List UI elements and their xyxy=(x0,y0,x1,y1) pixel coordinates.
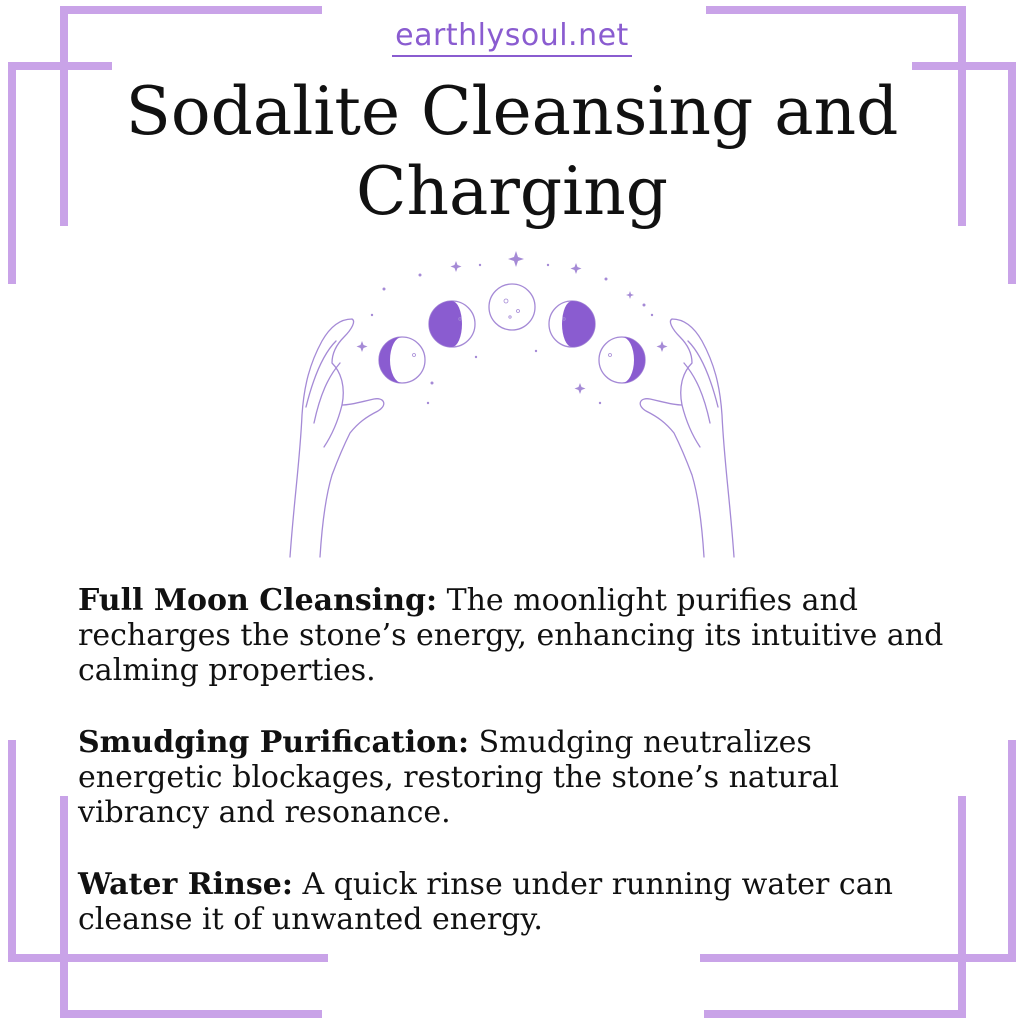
item-text: Smudging neutralizes energetic blockages, restoring the stone’s natural vibrancy and resonance. xyxy=(78,725,840,830)
frame-top-left-horizontal xyxy=(60,6,322,14)
item-term: Water Rinse: xyxy=(78,867,293,902)
page-title: Sodalite Cleansing and Charging xyxy=(125,73,899,230)
item-term: Smudging Purification: xyxy=(78,725,470,760)
list-item-water-rinse xyxy=(78,867,958,937)
list-item-smudging xyxy=(78,725,958,830)
site-logo: earthlysoul.net xyxy=(395,18,629,53)
frame-bottom-right-vertical-outer xyxy=(1008,740,1016,960)
frame-left-vertical xyxy=(8,62,16,284)
frame-right-vertical xyxy=(1008,62,1016,284)
frame-top-right-horizontal xyxy=(706,6,966,14)
list-item-full-moon xyxy=(78,583,958,688)
logo-underline xyxy=(392,55,632,57)
frame-bottom-left-vertical-inner xyxy=(60,796,68,1016)
sparkle-icon xyxy=(508,251,524,267)
frame-bottom-right-horizontal-inner xyxy=(704,1010,966,1018)
frame-bottom-left-horizontal-inner xyxy=(60,1010,322,1018)
frame-bottom-left-vertical-outer xyxy=(8,740,16,960)
frame-bottom-right-vertical-inner xyxy=(958,796,966,1016)
right-hand-icon xyxy=(640,319,734,557)
frame-right-horizontal xyxy=(912,62,1016,70)
moon-full-icon xyxy=(489,284,535,330)
item-text: A quick rinse under running water can cleanse it of unwanted energy. xyxy=(78,867,893,937)
item-text: The moonlight purifies and recharges the stone’s energy, enhancing its intuitive and calming properties. xyxy=(78,583,944,688)
hands-with-moon-phases-icon xyxy=(280,245,744,560)
content-list xyxy=(78,583,958,974)
frame-left-horizontal xyxy=(8,62,112,70)
left-hand-icon xyxy=(290,319,384,557)
item-term: Full Moon Cleansing: xyxy=(78,583,438,618)
